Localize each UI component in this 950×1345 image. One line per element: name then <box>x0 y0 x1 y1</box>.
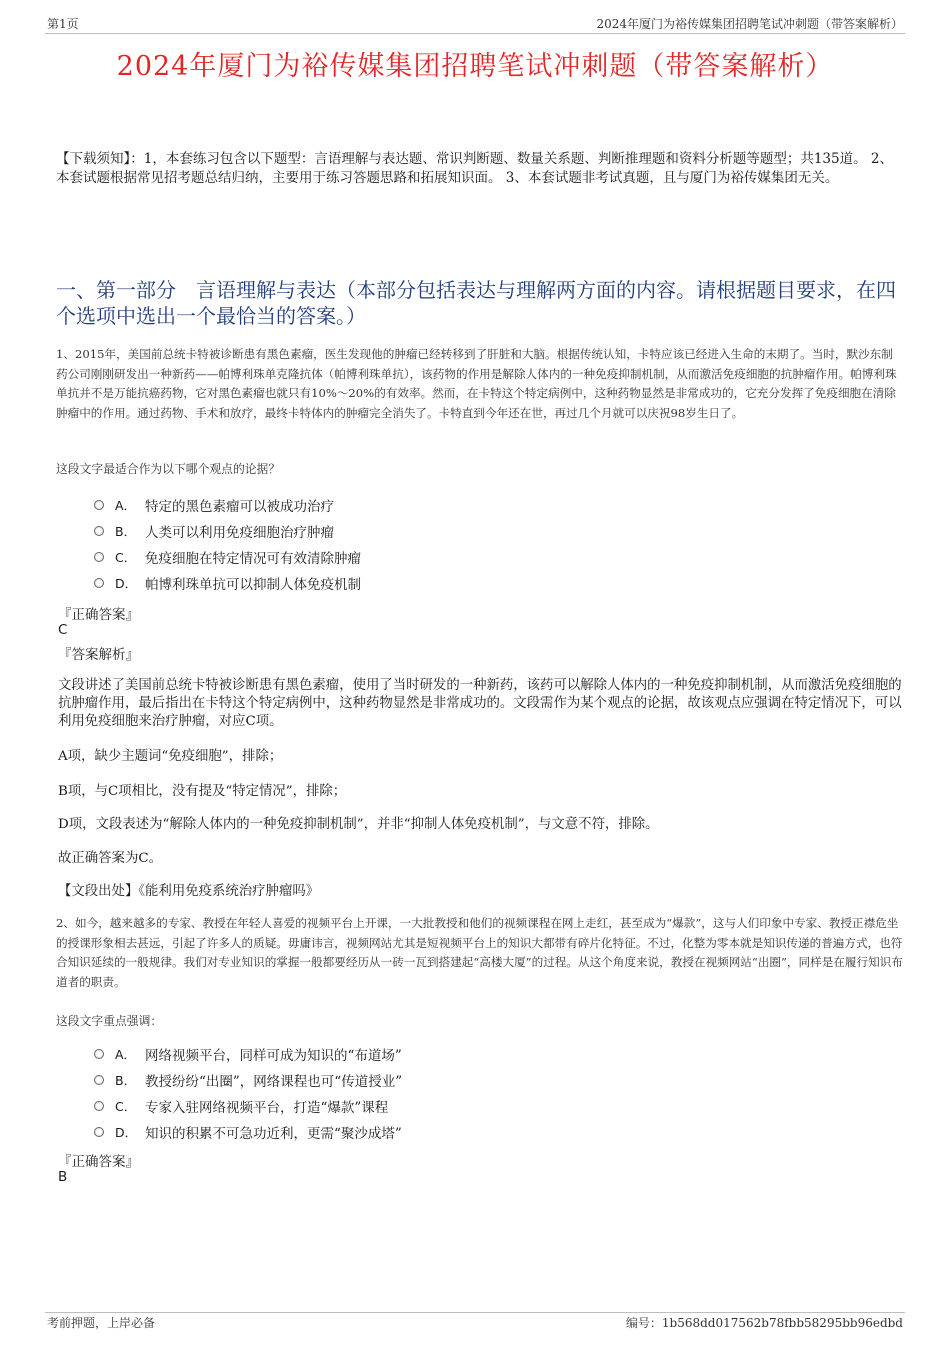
question-2-text: 2、如今，越来越多的专家、教授在年轻人喜爱的视频平台上开课，一大批教授和他们的视频课程在网上走红，甚至成为“爆款”，这与人们印象中专家、教授正襟危坐的授课形象相去甚远，引起了许多人的质疑。毋庸讳言，视频网站尤其是短视频平台上的知识大都带有碎片化特征。不过，化整为零本就是知识传递的普遍方式，也符合知识延续的一般规律。我们对专业知识的掌握一般都要经历从一砖一瓦到搭建起“高楼大厦”的过程。从这个角度来说，教授在视频网站“出圈”，同样是在履行知识布道者的职责。 <box>56 916 903 989</box>
option-letter: D． <box>115 576 138 591</box>
footer-doc-id: 编号：1b568dd017562b78fbb58295bb96edbd <box>625 1316 903 1330</box>
q2-option-a[interactable] <box>94 1043 402 1065</box>
download-notice: 【下载须知】：1，本套练习包含以下题型：言语理解与表达题、常识判断题、数量关系题、判断推理题和资料分析题等题型；共135道。 2、本套试题根据常见招考题总结归纳，主要用于练习答题思路和拓展知识面。 3、本套试题非考试真题，且与厦门为裕传媒集团无关。 <box>56 151 893 186</box>
q1-source: 【文段出处】《能利用免疫系统治疗肿瘤吗》 <box>58 884 320 899</box>
q1-option-d[interactable] <box>94 572 361 594</box>
q2-answer: B <box>58 1169 68 1185</box>
radio-icon[interactable] <box>94 1075 104 1085</box>
option-letter: D． <box>115 1125 138 1140</box>
q1-analysis-line: D项，文段表述为“解除人体内的一种免疫抑制机制”，并非“抑制人体免疫机制”，与文意不符，排除。 <box>58 817 659 832</box>
q1-analysis-line: B项，与C项相比，没有提及“特定情况”，排除； <box>58 784 347 799</box>
radio-icon[interactable] <box>94 578 104 588</box>
option-letter: A． <box>115 1047 137 1062</box>
page-number: 第1页 <box>47 17 79 31</box>
q2-answer-label: 『正确答案』 <box>58 1154 139 1170</box>
option-letter: B． <box>115 524 137 539</box>
option-text: 网络视频平台，同样可成为知识的“布道场” <box>145 1048 402 1064</box>
option-text: 知识的积累不可急功近利，更需“聚沙成塔” <box>145 1126 402 1142</box>
q1-option-a[interactable] <box>94 494 334 516</box>
option-letter: A． <box>115 498 137 513</box>
header-doc-title: 2024年厦门为裕传媒集团招聘笔试冲刺题（带答案解析） <box>596 17 903 31</box>
q2-option-c[interactable] <box>94 1095 388 1117</box>
q2-option-b[interactable] <box>94 1069 402 1091</box>
option-text: 帕博利珠单抗可以抑制人体免疫机制 <box>145 577 361 593</box>
page-title: 2024年厦门为裕传媒集团招聘笔试冲刺题（带答案解析） <box>116 51 834 82</box>
option-text: 免疫细胞在特定情况可有效清除肿瘤 <box>145 551 361 567</box>
q1-option-b[interactable] <box>94 520 334 542</box>
question-2-prompt: 这段文字重点强调： <box>56 1014 163 1028</box>
radio-icon[interactable] <box>94 552 104 562</box>
q2-option-d[interactable] <box>94 1121 402 1143</box>
radio-icon[interactable] <box>94 1049 104 1059</box>
header-divider <box>45 33 905 34</box>
q1-analysis: 文段讲述了美国前总统卡特被诊断患有黑色素瘤，使用了当时研发的一种新药，该药可以解除人体内的一种免疫抑制机制，从而激活免疫细胞的抗肿瘤作用，最后指出在卡特这个特定病例中，这种药物显然是非常成功的。文段需作为某个观点的论据，故该观点应强调在特定情况下，可以利用免疫细胞来治疗肿瘤，对应C项。 <box>58 678 902 729</box>
radio-icon[interactable] <box>94 526 104 536</box>
q1-conclusion: 故正确答案为C。 <box>58 851 162 866</box>
question-1-prompt: 这段文字最适合作为以下哪个观点的论据？ <box>56 462 281 476</box>
option-text: 特定的黑色素瘤可以被成功治疗 <box>145 499 334 515</box>
option-text: 专家入驻网络视频平台，打造“爆款”课程 <box>145 1100 389 1116</box>
q1-analysis-label: 『答案解析』 <box>58 647 139 663</box>
q1-answer-label: 『正确答案』 <box>58 607 139 623</box>
radio-icon[interactable] <box>94 1101 104 1111</box>
q1-answer: C <box>58 622 68 638</box>
q1-analysis-line: A项，缺少主题词“免疫细胞”，排除； <box>58 749 283 764</box>
radio-icon[interactable] <box>94 1127 104 1137</box>
footer-slogan: 考前押题，上岸必备 <box>47 1316 156 1330</box>
section-heading: 一、第一部分 言语理解与表达（本部分包括表达与理解两方面的内容。请根据题目要求，在四个选项中选出一个最恰当的答案。） <box>56 278 896 328</box>
option-letter: C． <box>115 1099 137 1114</box>
option-text: 人类可以利用免疫细胞治疗肿瘤 <box>145 525 334 541</box>
option-text: 教授纷纷“出圈”，网络课程也可“传道授业” <box>145 1074 403 1090</box>
question-1-text: 1、2015年，美国前总统卡特被诊断患有黑色素瘤，医生发现他的肿瘤已经转移到了肝脏和大脑。根据传统认知，卡特应该已经进入生命的末期了。当时，默沙东制药公司刚刚研发出一种新药——帕博利珠单克隆抗体（帕博利珠单抗），该药物的作用是解除人体内的一种免疫抑制机制，从而激活免疫细胞的抗肿瘤作用。帕博利珠单抗并不是万能抗癌药物，它对黑色素瘤也就只有10%～20%的有效率。然而，在卡特这个特定病例中，这种药物显然是非常成功的，它充分发挥了免疫细胞在清除肿瘤中的作用。通过药物、手术和放疗，最终卡特体内的肿瘤完全消失了。卡特直到今年还在世，再过几个月就可以庆祝98岁生日了。 <box>56 347 897 420</box>
footer-divider <box>45 1312 905 1313</box>
option-letter: C． <box>115 550 137 565</box>
q1-option-c[interactable] <box>94 546 361 568</box>
option-letter: B． <box>115 1073 137 1088</box>
radio-icon[interactable] <box>94 500 104 510</box>
